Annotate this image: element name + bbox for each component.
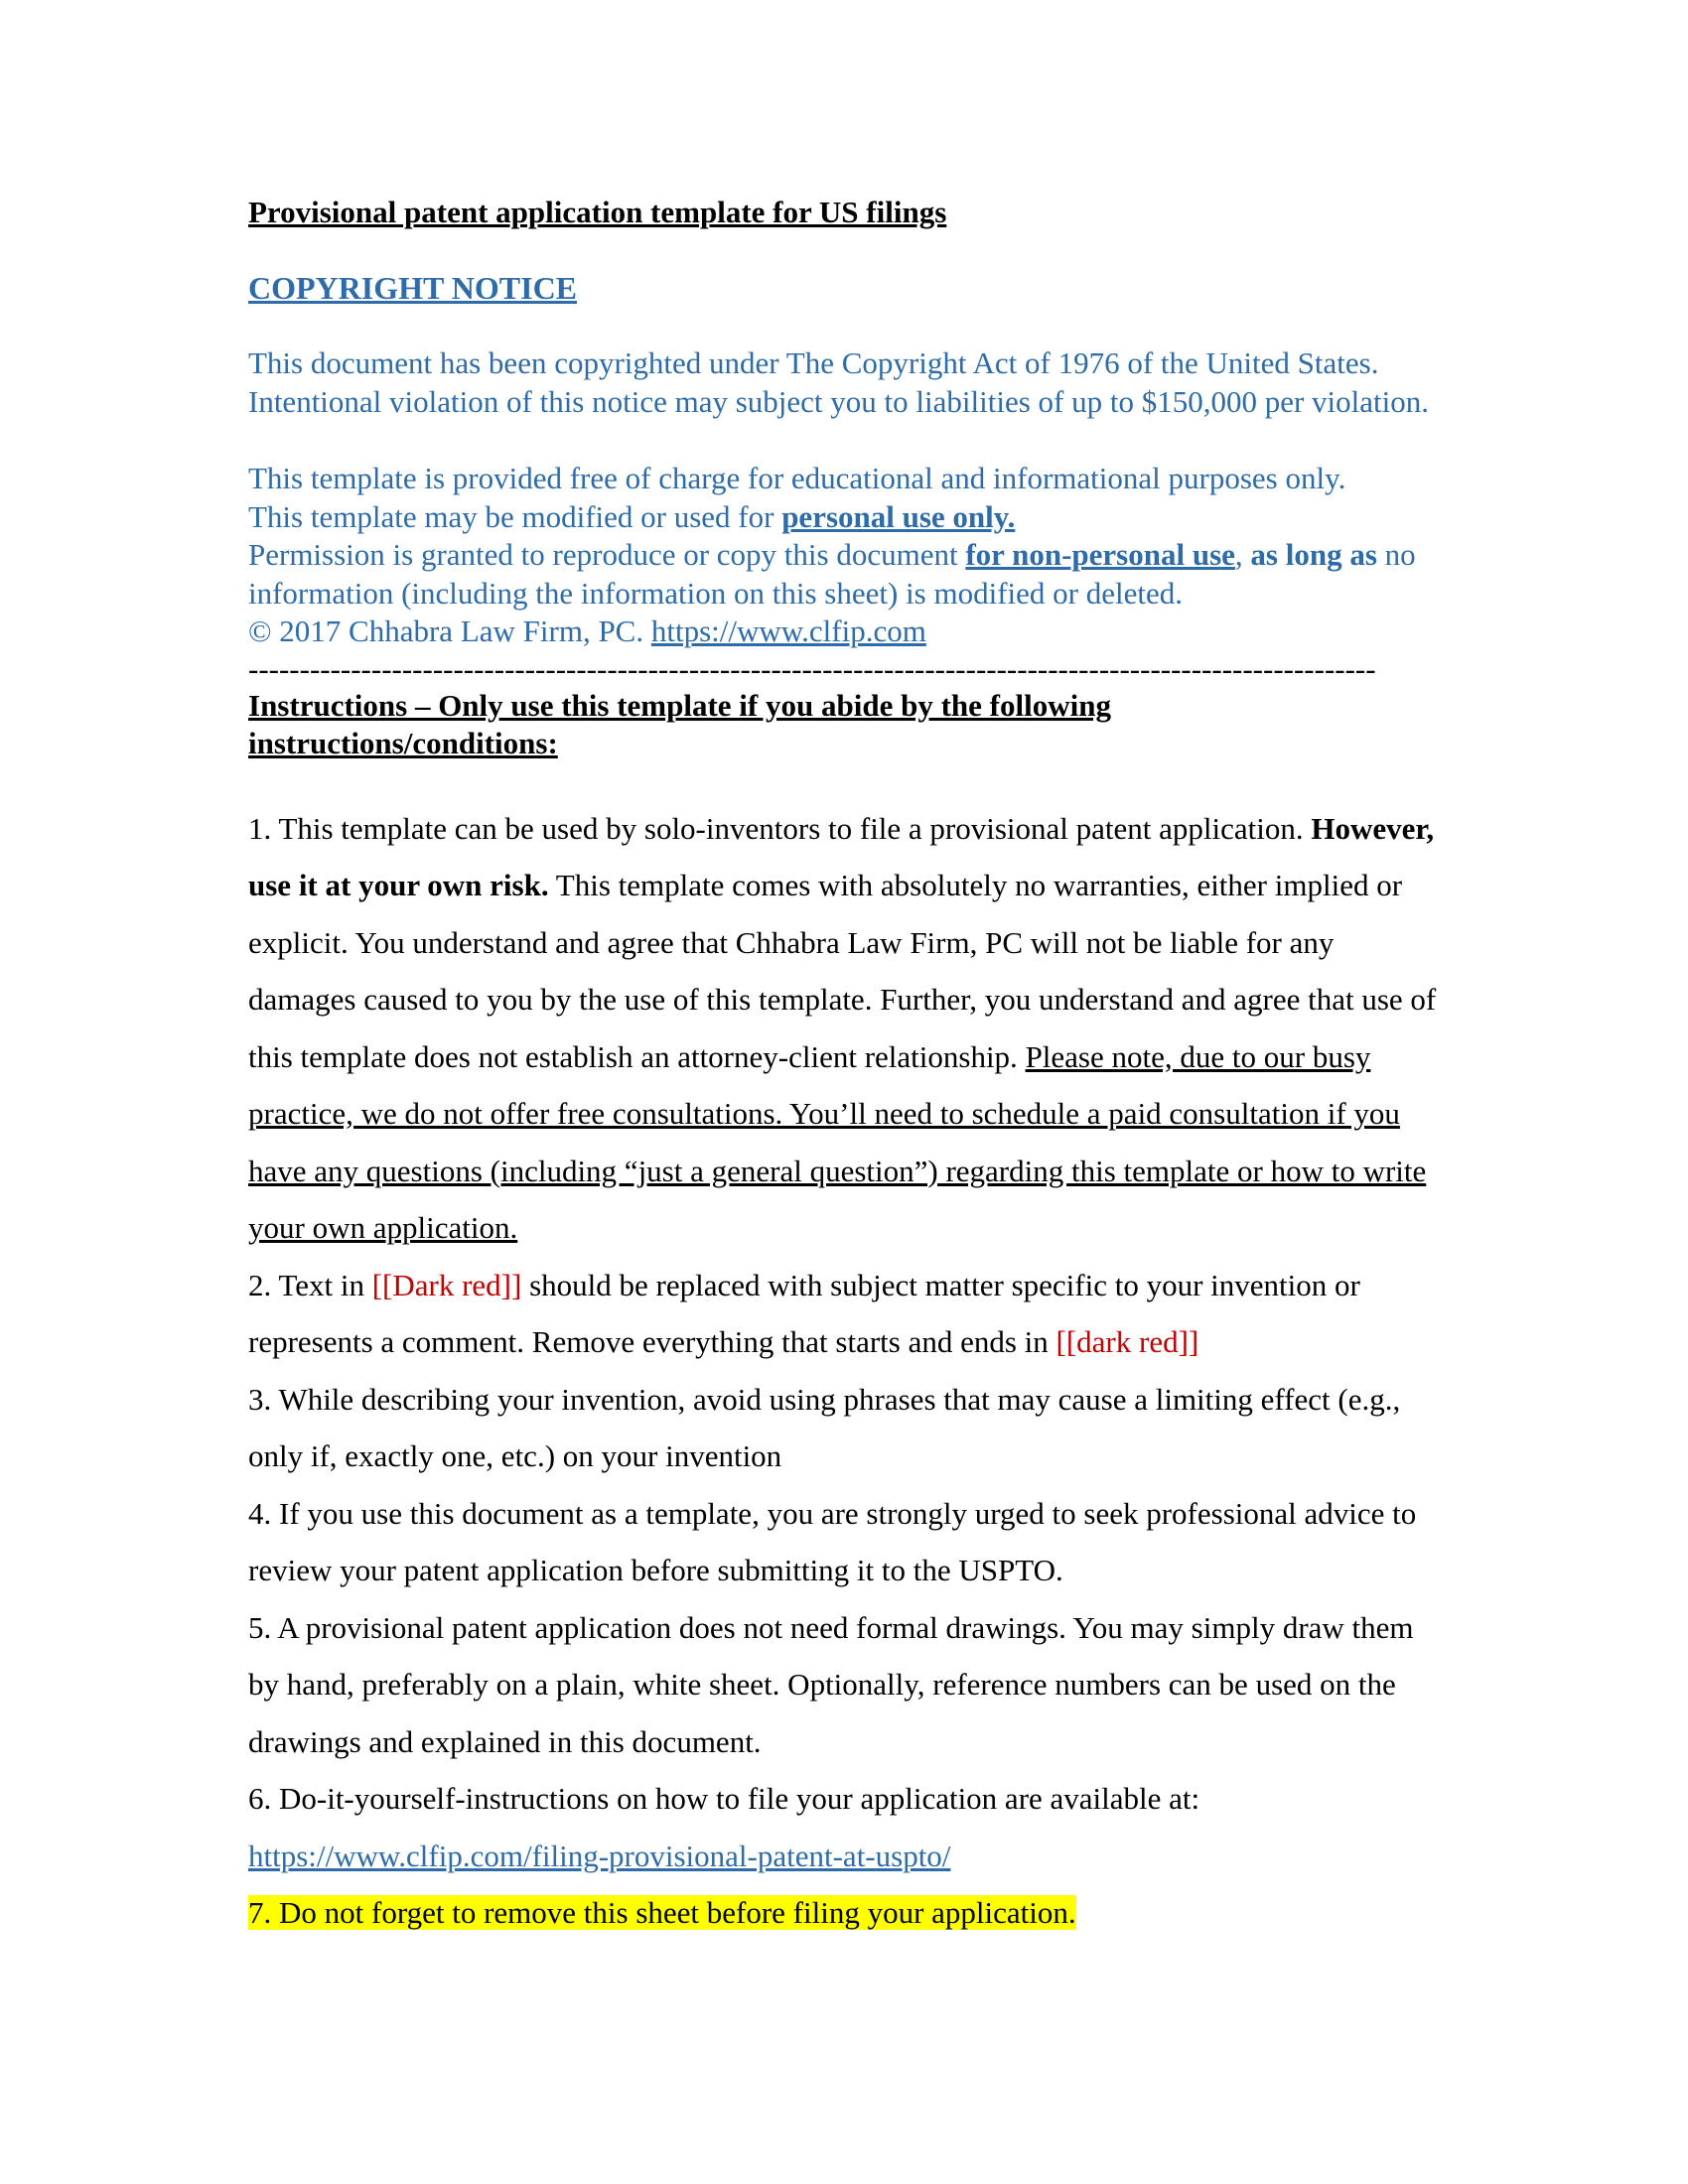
- personal-use-emphasis: personal use only.: [781, 498, 1016, 534]
- copyright-notice-paragraph: This document has been copyrighted under The Copyright Act of 1976 of the United States. Intentional violation of this notice may subject you to liabilities of up to $150,000 per violation.: [248, 345, 1430, 419]
- instruction-2-text: 2. Text in: [248, 1267, 372, 1302]
- instruction-item-3: 3. While describing your invention, avoid using phrases that may cause a limiting effect (e.g., only if, exactly one, etc.) on your invention: [248, 1381, 1401, 1473]
- permission-text: Permission is granted to reproduce or copy this document: [248, 537, 966, 572]
- instruction-1-disclaimer: This template comes with absolutely no warranties, either implied or explicit. You understand and agree that Chhabra Law Firm, PC will not be liable for any damages caused to you by the use of this template. Further, you understand and agree that use of this template does not establish an attorney-client relationship.: [248, 868, 1437, 1074]
- copyright-heading: COPYRIGHT NOTICE: [248, 270, 578, 306]
- instruction-item-6: [248, 1770, 1440, 1884]
- comma-text: ,: [1234, 537, 1251, 572]
- document-title: Provisional patent application template for US filings: [248, 195, 947, 229]
- copyright-owner-text: © 2017 Chhabra Law Firm, PC.: [248, 614, 651, 648]
- permission-condition-text: no information (including the information on this sheet) is modified or deleted.: [248, 537, 1416, 611]
- document-body: [248, 194, 1440, 1942]
- instruction-item-1: [248, 800, 1440, 1257]
- dark-red-marker: [[Dark red]]: [371, 1267, 522, 1302]
- filing-instructions-link[interactable]: https://www.clfip.com/filing-provisional-patent-at-uspto/: [248, 1838, 951, 1873]
- instruction-6-text: 6. Do-it-yourself-instructions on how to file your application are available at:: [248, 1781, 1200, 1816]
- instruction-item-5: 5. A provisional patent application does not need formal drawings. You may simply draw them by hand, preferably on a plain, white sheet. Optionally, reference numbers can be used on the drawings and explained in this document.: [248, 1609, 1414, 1759]
- dashed-divider: --------------------------------------------------------------------------------------------------------------: [248, 650, 1376, 686]
- usage-line-2-text: This template may be modified or used for: [248, 498, 782, 534]
- instruction-item-7: [248, 1884, 1440, 1942]
- dark-red-marker-lower: [[dark red]]: [1055, 1324, 1199, 1359]
- firm-website-link[interactable]: https://www.clfip.com: [650, 614, 926, 648]
- copyright-line: [248, 613, 1440, 651]
- consultation-notice: Please note, due to our busy practice, we do not offer free consultations. You’ll need to schedule a paid consultation if you have any questions (including “just a general question”) regarding this template or how to write your own application.: [248, 1038, 1427, 1245]
- remove-sheet-reminder: 7. Do not forget to remove this sheet before filing your application.: [248, 1895, 1076, 1930]
- instructions-heading: Instructions – Only use this template if you abide by the following instructions/conditions:: [248, 687, 1111, 760]
- instruction-item-4: 4. If you use this document as a template, you are strongly urged to seek professional advice to review your patent application before submitting it to the USPTO.: [248, 1495, 1417, 1587]
- as-long-as-emphasis: as long as: [1250, 537, 1377, 572]
- usage-line-3: [248, 536, 1440, 613]
- own-risk-emphasis: However, use it at your own risk.: [248, 810, 1435, 902]
- instruction-2-middle: should be replaced with subject matter specific to your invention or represents a comment. Remove everything that starts and ends in: [248, 1267, 1360, 1359]
- instruction-item-2: [248, 1257, 1440, 1371]
- usage-line-2: [248, 498, 1440, 537]
- instruction-1-text: 1. This template can be used by solo-inventors to file a provisional patent application.: [248, 810, 1312, 846]
- instructions-list: [248, 800, 1440, 1942]
- usage-notice-paragraph: [248, 460, 1440, 651]
- non-personal-use-emphasis: for non-personal use: [965, 537, 1235, 572]
- usage-line-1: This template is provided free of charge for educational and informational purposes only.: [248, 461, 1346, 495]
